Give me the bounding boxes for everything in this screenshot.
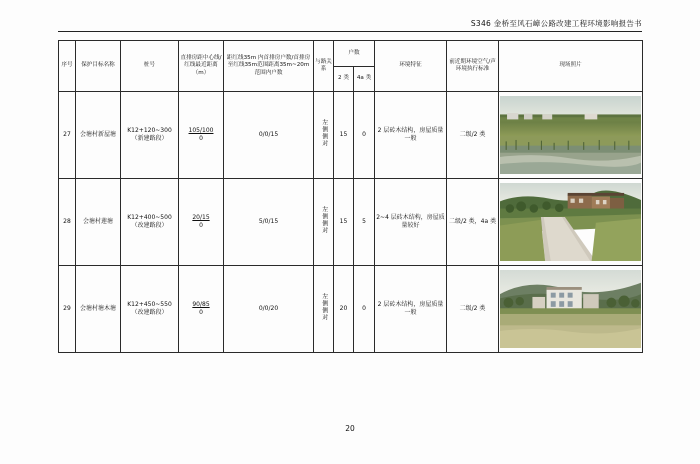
column-header-rows35: 距红线35m 内首排房户数/首排房至红线35m范围距离35m~20m 范围内户数	[224, 41, 314, 92]
site-photo-1	[500, 96, 641, 174]
site-photo-2	[500, 183, 641, 261]
cell-distance-primary: 105/100	[188, 126, 214, 134]
cell-distance-primary: 20/15	[192, 213, 210, 221]
cell-count2: 20	[334, 266, 354, 353]
cell-standard: 二级/2 类，4a 类	[447, 179, 499, 266]
cell-relation-text: 左侧侧对	[320, 293, 328, 322]
column-header-count2: 2 类	[334, 66, 354, 92]
document-header-title: S346 金桥至风石嶂公路改建工程环境影响报告书	[470, 19, 642, 28]
column-header-feature: 环境特征	[375, 41, 447, 92]
cell-stake: K12+400~500（改建路段）	[121, 179, 179, 266]
table-header-row	[59, 41, 643, 67]
column-header-household-group: 户数	[334, 41, 375, 67]
cell-name: 会塘村新屋塘	[76, 92, 121, 179]
cell-seq: 27	[59, 92, 76, 179]
cell-distance	[179, 179, 224, 266]
cell-distance	[179, 266, 224, 353]
cell-standard: 二级/2 类	[447, 266, 499, 353]
column-header-standard: 前近期环境空气/声环境执行标准	[447, 41, 499, 92]
cell-relation-text: 左侧侧对	[320, 206, 328, 235]
cell-stake: K12+120~300（新建路段）	[121, 92, 179, 179]
environment-targets-table	[58, 40, 643, 353]
cell-distance-secondary: 0	[199, 135, 203, 142]
header-divider	[58, 31, 642, 32]
cell-photo	[499, 179, 643, 266]
table-row	[59, 266, 643, 353]
cell-count4a: 0	[354, 266, 375, 353]
column-header-stake: 桩号	[121, 41, 179, 92]
page-number: 20	[345, 424, 355, 433]
column-header-count4a: 4a 类	[354, 66, 375, 92]
cell-count2: 15	[334, 92, 354, 179]
table-row	[59, 179, 643, 266]
cell-feature: 2 层砖木结构，房屋质量一般	[375, 92, 447, 179]
site-photo-3	[500, 270, 641, 348]
cell-feature: 2 层砖木结构，房屋质量一般	[375, 266, 447, 353]
cell-seq: 28	[59, 179, 76, 266]
cell-name: 会塘村塘木塘	[76, 266, 121, 353]
column-header-photo: 现场照片	[499, 41, 643, 92]
cell-rows35: 0/0/20	[224, 266, 314, 353]
table-row	[59, 92, 643, 179]
column-header-name: 保护目标名称	[76, 41, 121, 92]
cell-distance	[179, 92, 224, 179]
cell-relation	[314, 179, 334, 266]
cell-photo	[499, 266, 643, 353]
cell-count2: 15	[334, 179, 354, 266]
cell-relation	[314, 92, 334, 179]
column-header-relation: 与路关系	[314, 41, 334, 92]
cell-distance-secondary: 0	[199, 309, 203, 316]
column-header-seq: 序号	[59, 41, 76, 92]
cell-distance-secondary: 0	[199, 222, 203, 229]
column-header-distance: 直排房距中心线/红线最近距离（m）	[179, 41, 224, 92]
cell-relation-text: 左侧侧对	[320, 119, 328, 148]
cell-name: 会塘村莲塘	[76, 179, 121, 266]
cell-seq: 29	[59, 266, 76, 353]
cell-count4a: 0	[354, 92, 375, 179]
cell-feature: 2~4 层砖木结构，房屋质量较好	[375, 179, 447, 266]
cell-stake: K12+450~550（改建路段）	[121, 266, 179, 353]
cell-rows35: 0/0/15	[224, 92, 314, 179]
cell-rows35: 5/0/15	[224, 179, 314, 266]
cell-count4a: 5	[354, 179, 375, 266]
cell-distance-primary: 90/85	[192, 300, 210, 308]
cell-standard: 二级/2 类	[447, 92, 499, 179]
cell-relation	[314, 266, 334, 353]
cell-photo	[499, 92, 643, 179]
